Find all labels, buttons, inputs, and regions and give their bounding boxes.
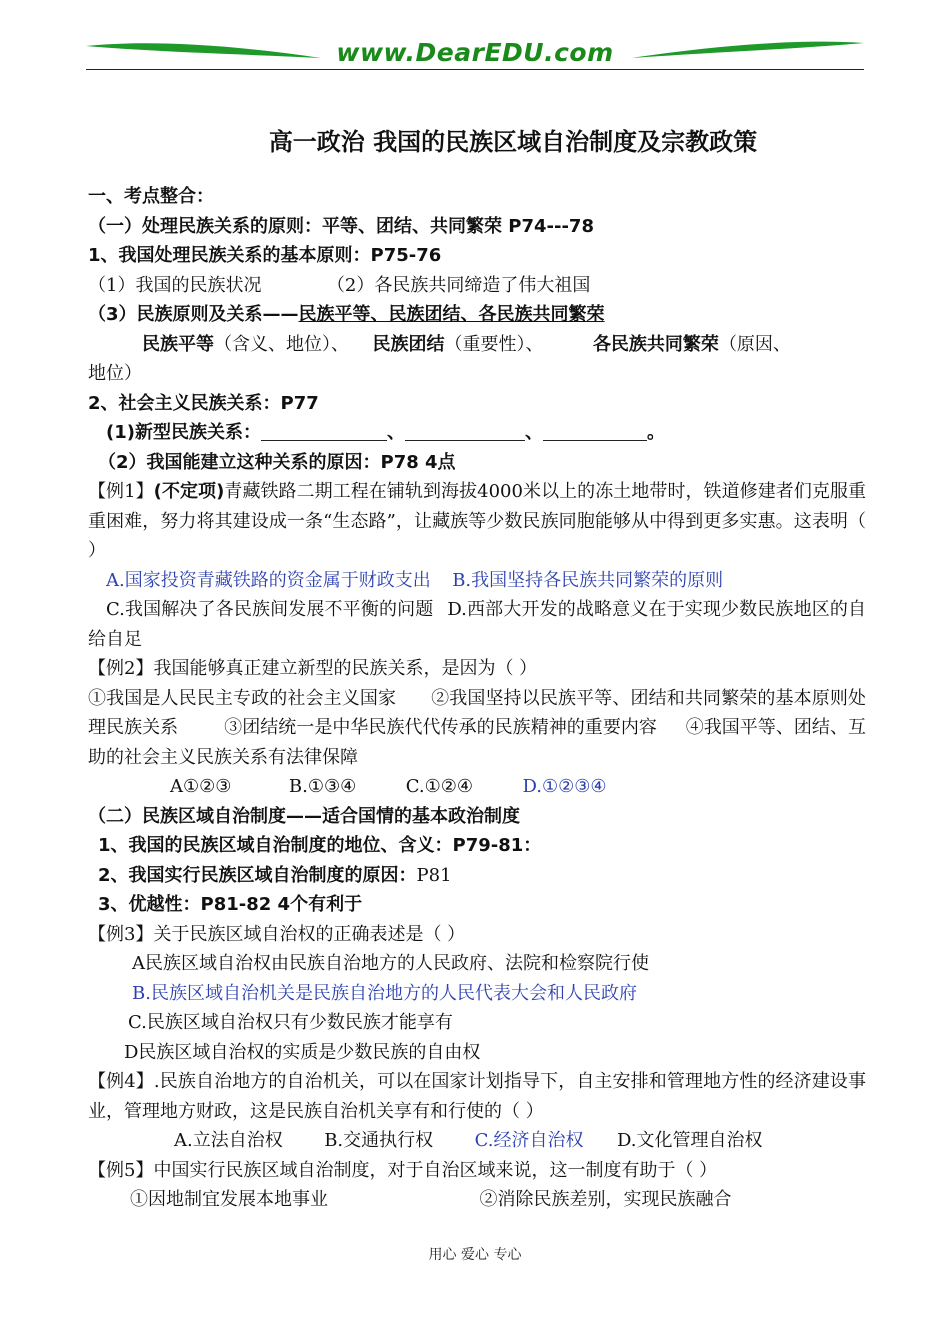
site-header bbox=[86, 34, 864, 74]
principles-detail: 民族平等（含义、地位）、 民族团结（重要性）、 各民族共同繁荣（原因、 bbox=[142, 333, 791, 355]
part2-item1: 1、我国的民族区域自治制度的地位、含义：P79-81： bbox=[98, 835, 542, 856]
principles-underlined: 民族平等、民族团结、各民族共同繁荣 bbox=[298, 304, 605, 325]
option-a: A①②③ bbox=[170, 776, 232, 797]
option-a: A.立法自治权 bbox=[174, 1130, 283, 1151]
option-c: C.经济自治权 bbox=[474, 1130, 584, 1151]
option-a: A.国家投资青藏铁路的资金属于财政支出 bbox=[106, 569, 431, 591]
example-1-options-ab bbox=[88, 566, 866, 596]
blank-field[interactable] bbox=[543, 422, 647, 441]
example-3: 【例3】关于民族区域自治权的正确表述是（ ） bbox=[88, 923, 466, 945]
new-relations-blanks: (1)新型民族关系： 、 、 。 bbox=[106, 422, 665, 443]
example-5-options bbox=[88, 1185, 866, 1215]
option-b: B.交通执行权 bbox=[324, 1130, 434, 1151]
option-b: B.民族区域自治机关是民族自治地方的人民代表大会和人民政府 bbox=[132, 982, 637, 1004]
document-body bbox=[88, 182, 866, 1215]
blank-field[interactable] bbox=[261, 422, 387, 441]
page-footer: 用心 爱心 专心 bbox=[428, 1247, 522, 1263]
part1-item2-sub2: （2）我国能建立这种关系的原因：P78 4点 bbox=[98, 451, 456, 473]
example-4: 【例4】.民族自治地方的自治机关，可以在国家计划指导下，自主安排和管理地方性的经济建设事业，管理地方财政，这是民族自治机关享有和行使的（ ） bbox=[88, 1071, 867, 1122]
brand-logo[interactable]: www.DearEDU.com bbox=[336, 38, 614, 67]
option-1: ①因地制宜发展本地事业 bbox=[130, 1189, 328, 1210]
option-a: A民族区域自治权由民族自治地方的人民政府、法院和检察院行使 bbox=[132, 953, 649, 974]
part2-item2: 2、我国实行民族区域自治制度的原因：P81 bbox=[98, 864, 452, 886]
header-divider bbox=[86, 69, 864, 70]
example-2-options bbox=[88, 772, 866, 802]
option-d: D.①②③④ bbox=[522, 776, 607, 797]
page-title: 高一政治 我国的民族区域自治制度及宗教政策 bbox=[268, 128, 758, 156]
example-5: 【例5】中国实行民族区域自治制度，对于自治区域来说，这一制度有助于（ ） bbox=[88, 1159, 718, 1181]
example-1-options-cd bbox=[88, 595, 866, 654]
option-d: D民族区域自治权的实质是少数民族的自由权 bbox=[124, 1041, 481, 1063]
blank-field[interactable] bbox=[405, 422, 525, 441]
example-4-options bbox=[88, 1126, 866, 1156]
example-2: 【例2】我国能够真正建立新型的民族关系，是因为（ ） bbox=[88, 658, 538, 679]
principles-detail-cont: 地位） bbox=[88, 363, 142, 384]
option-c: C.我国解决了各民族间发展不平衡的问题 bbox=[106, 599, 434, 620]
option-d: D.文化管理自治权 bbox=[616, 1130, 763, 1151]
option-b: B.①③④ bbox=[288, 776, 357, 797]
part1-sub-items bbox=[88, 271, 866, 301]
sub-item-1: （1）我国的民族状况 bbox=[88, 274, 262, 296]
option-d: D.西部大开发的战略意义在于实现少数民族地区的自给自足 bbox=[88, 599, 866, 650]
option-c: C.民族区域自治权只有少数民族才能享有 bbox=[128, 1012, 453, 1033]
option-2: ②消除民族差别，实现民族融合 bbox=[479, 1189, 732, 1210]
part2-item3: 3、优越性：P81-82 4个有利于 bbox=[98, 894, 363, 915]
option-b: B.我国坚持各民族共同繁荣的原则 bbox=[452, 569, 724, 591]
part1-item1: 1、我国处理民族关系的基本原则：P75-76 bbox=[88, 245, 442, 266]
part1-item2: 2、社会主义民族关系：P77 bbox=[88, 392, 319, 414]
example-2-statements: ①我国是人民民主专政的社会主义国家 ②我国坚持以民族平等、团结和共同繁荣的基本原则处理民族关系 ③团结统一是中华民族代代传承的民族精神的重要内容 ④我国平等、团结、互助的社会主义民族关系有法律保障 bbox=[88, 687, 866, 768]
part2-heading: （二）民族区域自治制度——适合国情的基本政治制度 bbox=[88, 805, 520, 827]
section-heading: 一、考点整合： bbox=[88, 186, 214, 207]
option-c: C.①②④ bbox=[405, 776, 473, 797]
example-1: 【例1】(不定项)青藏铁路二期工程在铺轨到海拔4000米以上的冻土地带时，铁道修建者们克服重重困难，努力将其建设成一条“生态路”，让藏族等少数民族同胞能够从中得到更多实惠。这表明（ ） bbox=[88, 481, 866, 561]
sub-item-2: （2）各民族共同缔造了伟大祖国 bbox=[326, 274, 591, 296]
part1-heading: （一）处理民族关系的原则：平等、团结、共同繁荣 P74---78 bbox=[88, 215, 594, 237]
sub-item-3: （3）民族原则及关系——民族平等、民族团结、各民族共同繁荣 bbox=[88, 304, 605, 325]
